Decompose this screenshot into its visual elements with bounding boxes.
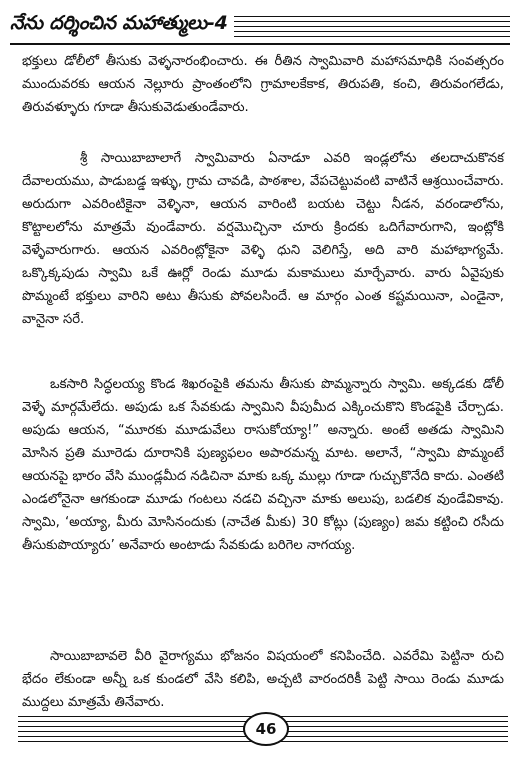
header-title: నేను దర్శించిన మహాత్ములు-4	[10, 12, 234, 39]
paragraph-2: శ్రీ సాయిబాబాలాగే స్వామివారు ఏనాడూ ఎవరి ఇండ్లలోను తలదాచుకొనక దేవాలయము, పాడుబడ్డ ఇళ్ళు, గ్రామ చావడి, పాఠశాల, వేపచెట్టువంటి వాటినే ఆశ్రయించేవారు. అరుదుగా ఎవరింటికైనా వెళ్ళినా, ఆయన వారింటి బయట చెట్టు నీడన, వరండాలోను, కొట్టాలలోను మాత్రమే వుండేవారు. వర్షమొచ్చినా చూరు క్రిందకు ఒదిగేవారుగాని, ఇంట్లోకి వెళ్ళేవారుగారు. ఆయన ఎవరింట్లోకైనా వెళ్ళి ధుని వెలిగిస్తే, అది వారి మహాభాగ్యమే. ఒక్కొక్కపుడు స్వామి ఒకే ఊర్లో రెండు మూడు మకాములు మార్చేవారు. వారు ఏవైపుకు పొమ్మంటే భక్తులు వారిని అటు తీసుకు పోవలసిందే. ఆ మార్గం ఎంత కష్టమయినా, ఎండైనా, వానైనా సరే.	[22, 151, 504, 327]
paragraph-1: భక్తులు డోలీలో తీసుకు వెళ్ళనారంభించారు. ఈ రీతిన స్వామివారి మహాసమాధికి సంవత్సరం ముందువరకు ఆయన నెల్లూరు ప్రాంతంలోని గ్రామాలకేకాక, తిరుపతి, కంచి, తిరువంగలేడు, తిరువళ్ళూరు గూడా తీసుకువెడుతుండేవారు.	[22, 54, 504, 115]
page-footer	[18, 710, 508, 750]
page-number: 46	[243, 712, 289, 746]
header-underline	[10, 43, 510, 45]
paragraph-4: సాయిబాబావలె వీరి వైరాగ్యము భోజనం విషయంలో కనిపించేది. ఎవరేమి పెట్టినా రుచి భేదం లేకుండా అన్నీ ఒక కుండలో వేసి కలిపి, అచ్చటి వారందరికీ పెట్టి సాయి రెండు మూడు ముద్దలు మాత్రమే తినేవారు.	[22, 649, 504, 710]
running-header	[10, 8, 510, 48]
paragraph-3: ఒకసారి సిద్ధలయ్య కొండ శిఖరంపైకి తమను తీసుకు పొమ్మన్నారు స్వామి. అక్కడకు డోలీ వెళ్ళే మార్గమేలేదు. అపుడు ఒక సేవకుడు స్వామిని వీపుమీద ఎక్కించుకొని కొండపైకి చేర్చాడు. అపుడు ఆయన, “మూరకు మూడువేలు రాసుకోయ్యా!” అన్నారు. అంటే అతడు స్వామిని మోసిన ప్రతి మూరెడు దూరానికి పుణ్యఫలం అపారమన్న మాట. అలానే, “స్వామి పొమ్మంటే ఆయనపై భారం వేసి ముండ్లమీద నడిచినా మాకు ఒక్క ముల్లు గూడా గుచ్చుకొనేది కాదు. ఎంతటి ఎండలోనైనా ఆగకుండా మూడు గంటలు నడచి వచ్చినా మాకు అలుపు, బడలిక వుండేవికావు. స్వామి, ‘అయ్యా, మీరు మోసినందుకు (నాచేత మీకు) 30 కోట్లు (పుణ్యం) జమ కట్టించి రసీదు తీసుకుపొయ్యారు’ అనేవారు అంటాడు సేవకుడు బరిగెల నాగయ్య.	[22, 377, 504, 553]
